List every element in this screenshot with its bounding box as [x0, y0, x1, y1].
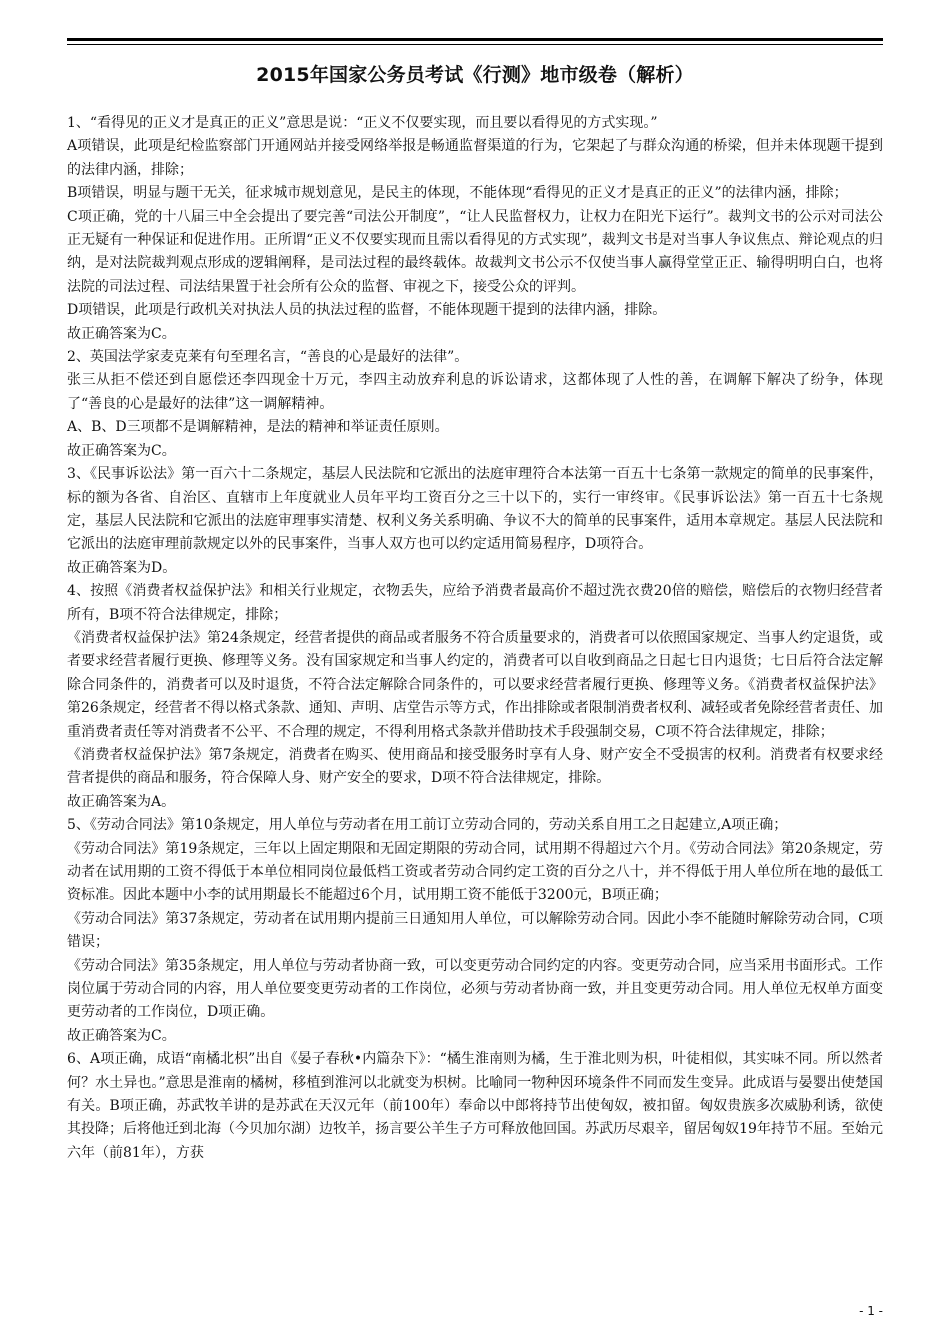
- paragraph: 《劳动合同法》第37条规定，劳动者在试用期内提前三日通知用人单位，可以解除劳动合同。因此小李不能随时解除劳动合同，C项错误；: [67, 910, 883, 951]
- paragraph: A项错误，此项是纪检监察部门开通网站并接受网络举报是畅通监督渠道的行为，它架起了与群众沟通的桥梁，但并未体现题干提到的法律内涵，排除；: [67, 138, 883, 178]
- paragraph: 《劳动合同法》第19条规定，三年以上固定期限和无固定期限的劳动合同，试用期不得超过六个月。《劳动合同法》第20条规定，劳动者在试用期的工资不得低于本单位相同岗位最低档工资或者劳动合同约定工资的百分之八十，并不得低于用人单位所在地的最低工资标准。因此本题中小李的试用期最长不能超过6个月，试用期工资不能低于3200元，B项正确；: [67, 840, 883, 904]
- answer-line: 故正确答案为C。: [67, 325, 176, 342]
- paragraph: D项错误，此项是行政机关对执法人员的执法过程的监督，不能体现题干提到的法律内涵，排除。: [67, 302, 667, 319]
- answer-line: 故正确答案为C。: [67, 1027, 176, 1044]
- paragraph: 1、“看得见的正义才是真正的正义”意思是说：“正义不仅要实现，而且要以看得见的方式实现。”: [67, 115, 658, 131]
- answer-line: 故正确答案为D。: [67, 559, 177, 576]
- paragraph: 3、《民事诉讼法》第一百六十二条规定，基层人民法院和它派出的法庭审理符合本法第一百五十七条第一款规定的简单的民事案件，标的额为各省、自治区、直辖市上年度就业人员年平均工资百分之三十以下的，实行一审终审。《民事诉讼法》第一百五十七条规定，基层人民法院和它派出的法庭审理事实清楚、权利义务关系明确、争议不大的简单的民事案件，适用本章规定。基层人民法院和它派出的法庭审理前款规定以外的民事案件，当事人双方也可以约定适用简易程序，D项符合。: [67, 466, 883, 553]
- paragraph: A、B、D三项都不是调解精神，是法的精神和举证责任原则。: [67, 419, 449, 436]
- paragraph: 《消费者权益保护法》第24条规定，经营者提供的商品或者服务不符合质量要求的，消费者可以依照国家规定、当事人约定退货，或者要求经营者履行更换、修理等义务。没有国家规定和当事人约定的，消费者可以自收到商品之日起七日内退货；七日后符合法定解除合同条件的，消费者可以及时退货，不符合法定解除合同条件的，可以要求经营者履行更换、修理等义务。《消费者权益保护法》第26条规定，经营者不得以格式条款、通知、声明、店堂告示等方式，作出排除或者限制消费者权利、减轻或者免除经营者责任、加重消费者责任等对消费者不公平、不合理的规定，不得利用格式条款并借助技术手段强制交易，C项不符合法律规定，排除；: [67, 629, 883, 740]
- paragraph: 6、A项正确，成语“南橘北枳”出自《晏子春秋•内篇杂下》：“橘生淮南则为橘，生于淮北则为枳，叶徒相似，其实味不同。所以然者何？水土异也。”意思是淮南的橘树，移植到淮河以北就变为枳树。比喻同一物种因环境条件不同而发生变异。此成语与晏婴出使楚国有关。B项正确，苏武牧羊讲的是苏武在天汉元年（前100年）奉命以中郎将持节出使匈奴，被扣留。匈奴贵族多次威胁利诱，欲使其投降；后将他迁到北海（今贝加尔湖）边牧羊，扬言要公羊生子方可释放他回国。苏武历尽艰辛，留居匈奴19年持节不屈。至始元六年（前81年），方获: [67, 1051, 883, 1161]
- paragraph: B项错误，明显与题干无关，征求城市规划意见，是民主的体现，不能体现“看得见的正义才是真正的正义”的法律内涵，排除；: [67, 185, 848, 202]
- document-body: [67, 112, 883, 1165]
- paragraph: 《消费者权益保护法》第7条规定，消费者在购买、使用商品和接受服务时享有人身、财产安全不受损害的权利。消费者有权要求经营者提供的商品和服务，符合保障人身、财产安全的要求，D项不符合法律规定，排除。: [67, 746, 883, 787]
- header-rule-thick: [67, 38, 883, 41]
- paragraph: 5、《劳动合同法》第10条规定，用人单位与劳动者在用工前订立劳动合同的，劳动关系自用工之日起建立,A项正确；: [67, 817, 788, 834]
- page-number: - 1 -: [859, 1304, 883, 1318]
- paragraph: C项正确，党的十八届三中全会提出了要完善“司法公开制度”，“让人民监督权力，让权力在阳光下运行”。裁判文书的公示对司法公正无疑有一种保证和促进作用。正所谓“正义不仅要实现而且需以看得见的方式实现”，裁判文书是对当事人争议焦点、辩论观点的归纳，是对法院裁判观点形成的逻辑阐释，是司法过程的最终载体。故裁判文书公示不仅使当事人赢得堂堂正正、输得明明白白，也将法院的司法过程、司法结果置于社会所有公众的监督、审视之下，接受公众的评判。: [67, 208, 883, 295]
- paragraph: 2、英国法学家麦克莱有句至理名言，“善良的心是最好的法律”。: [67, 349, 469, 366]
- answer-line: 故正确答案为C。: [67, 442, 176, 459]
- answer-line: 故正确答案为A。: [67, 793, 176, 810]
- paragraph: 4、按照《消费者权益保护法》和相关行业规定，衣物丢失，应给予消费者最高价不超过洗衣费20倍的赔偿，赔偿后的衣物归经营者所有，B项不符合法律规定，排除；: [67, 583, 883, 623]
- document-title: 2015年国家公务员考试《行测》地市级卷（解析）: [256, 64, 694, 86]
- paragraph: 《劳动合同法》第35条规定，用人单位与劳动者协商一致，可以变更劳动合同约定的内容。变更劳动合同，应当采用书面形式。工作岗位属于劳动合同的内容，用人单位要变更劳动者的工作岗位，必须与劳动者协商一致，并且变更劳动合同。用人单位无权单方面变更劳动者的工作岗位，D项正确。: [67, 957, 883, 1021]
- header-rule-thin: [67, 44, 883, 45]
- paragraph: 张三从拒不偿还到自愿偿还李四现金十万元，李四主动放弃利息的诉讼请求，这都体现了人性的善，在调解下解决了纷争，体现了“善良的心是最好的法律”这一调解精神。: [67, 372, 883, 412]
